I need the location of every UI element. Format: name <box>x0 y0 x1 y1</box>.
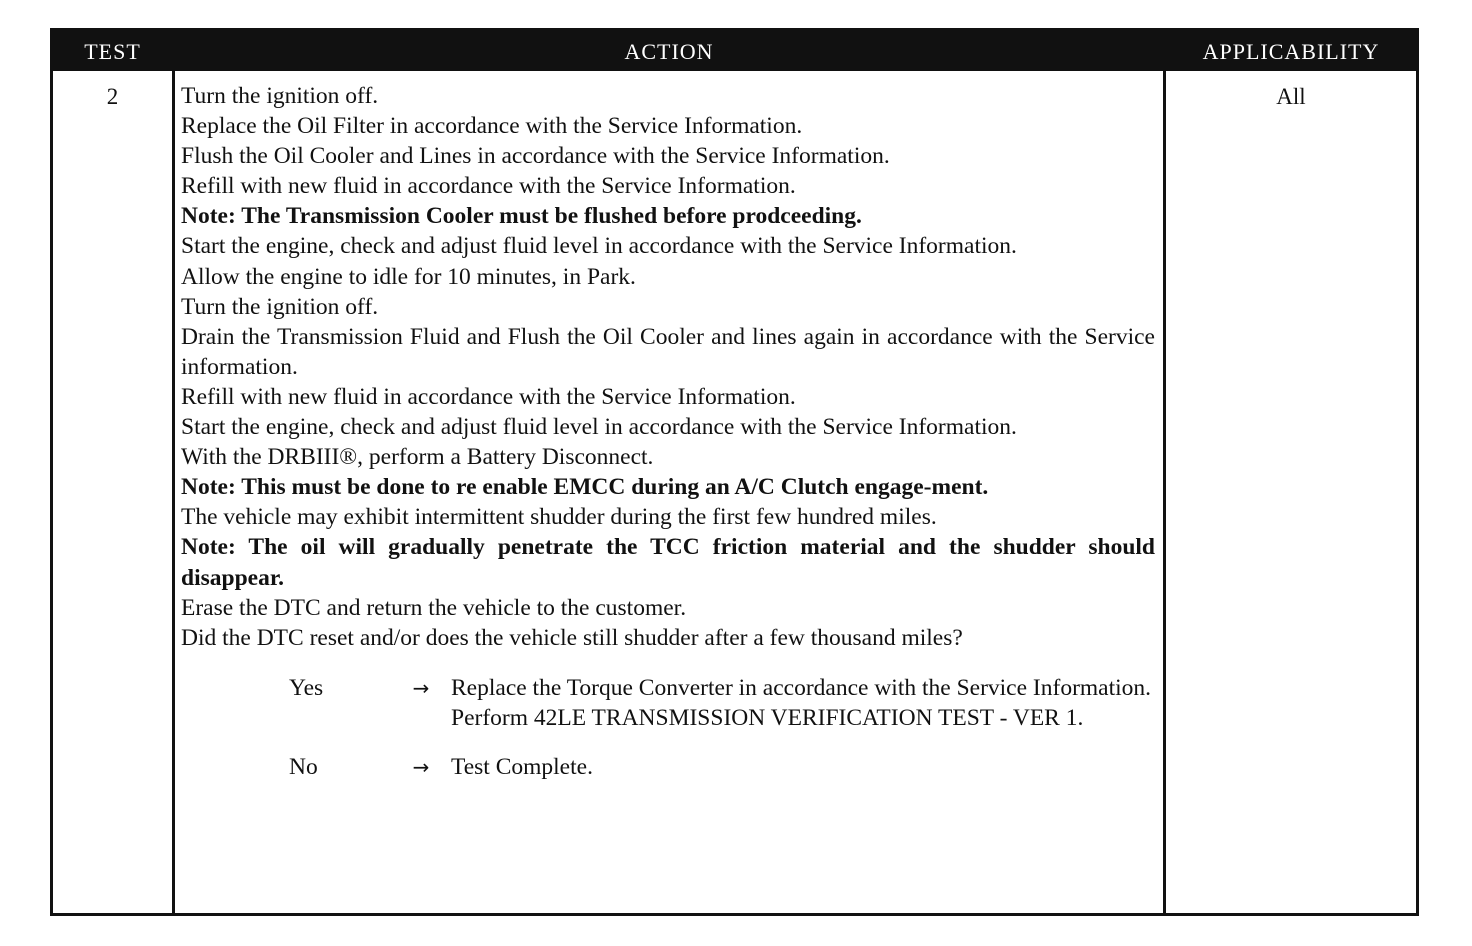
no-result <box>181 752 1155 782</box>
yes-label: Yes <box>289 674 324 701</box>
test-number: 2 <box>106 84 119 109</box>
step-line: Did the DTC reset and/or does the vehicle still shudder after a few thousand miles? <box>181 624 963 651</box>
header-test: TEST <box>84 39 141 64</box>
applicability-value: All <box>1276 84 1306 109</box>
step-line: The vehicle may exhibit intermittent shudder during the first few hundred miles. <box>181 504 937 531</box>
step-line: Erase the DTC and return the vehicle to the customer. <box>181 594 687 621</box>
step-line: Refill with new fluid in accordance with the Service Information. <box>181 173 796 200</box>
action-steps <box>181 81 1155 653</box>
step-line: Flush the Oil Cooler and Lines in accordance with the Service Information. <box>181 143 890 170</box>
step-line: With the DRBIII®, perform a Battery Disconnect. <box>181 444 654 471</box>
step-line: Allow the engine to idle for 10 minutes, in Park. <box>181 263 636 290</box>
note-line: Note: The oil will gradually penetrate the TCC friction material and the shudder should disappear. <box>181 534 1155 591</box>
no-label: No <box>289 753 318 780</box>
yes-result <box>181 673 1155 733</box>
right-arrow-icon: → <box>412 754 430 779</box>
step-line: Turn the ignition off. <box>181 293 379 320</box>
note-line: Note: The Transmission Cooler must be flushed before prodceeding. <box>181 203 862 230</box>
yes-action-line: Replace the Torque Converter in accordance with the Service Information. <box>451 674 1152 701</box>
step-line: Start the engine, check and adjust fluid level in accordance with the Service Information. <box>181 233 1017 260</box>
diagnostic-table <box>50 28 1419 916</box>
header-action: ACTION <box>624 39 714 64</box>
step-line: Turn the ignition off. <box>181 83 379 109</box>
yes-action-line: Perform 42LE TRANSMISSION VERIFICATION TEST - VER 1. <box>451 704 1084 731</box>
column-divider <box>1163 71 1166 913</box>
step-line: Start the engine, check and adjust fluid level in accordance with the Service Information. <box>181 414 1017 441</box>
yes-action-text <box>445 673 1155 733</box>
action-cell <box>181 81 1155 782</box>
no-action-line: Test Complete. <box>451 753 593 780</box>
no-action-text <box>445 752 1155 782</box>
right-arrow-icon: → <box>412 675 430 700</box>
column-divider <box>172 71 175 913</box>
header-applicability: APPLICABILITY <box>1202 39 1380 64</box>
note-line: Note: This must be done to re enable EMCC during an A/C Clutch engage-ment. <box>181 474 989 501</box>
step-line: Replace the Oil Filter in accordance with the Service Information. <box>181 113 803 140</box>
step-line: Drain the Transmission Fluid and Flush the Oil Cooler and lines again in accordance with the Service information. <box>181 323 1155 380</box>
table-header <box>53 31 1416 71</box>
step-line: Refill with new fluid in accordance with the Service Information. <box>181 383 796 410</box>
